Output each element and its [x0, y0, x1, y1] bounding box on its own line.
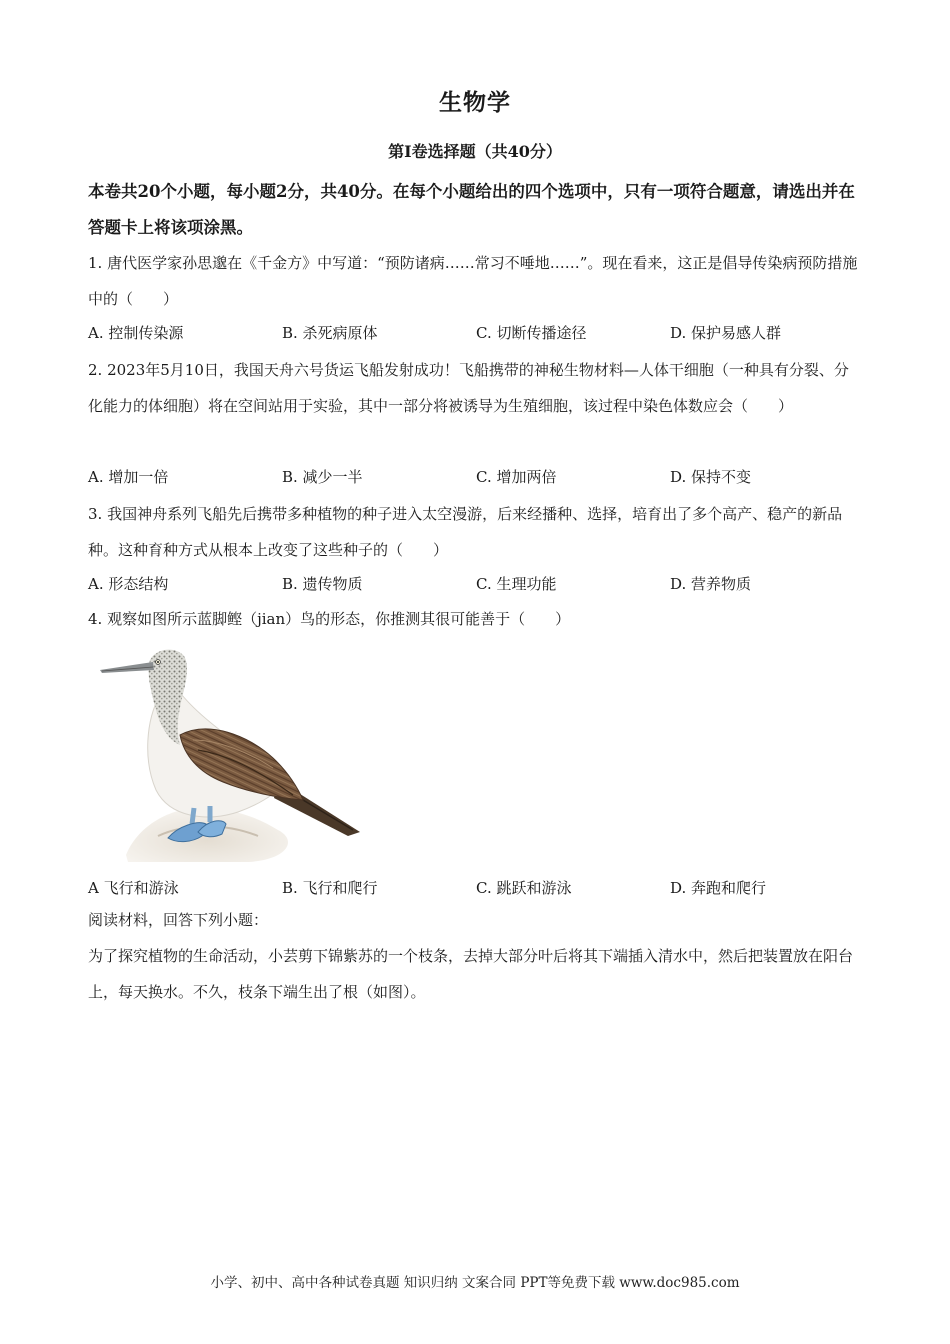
question-2-text: 2. 2023年5月10日，我国天舟六号货运飞船发射成功！飞船携带的神秘生物材料—人体干细胞（一种具有分裂、分化能力的体细胞）将在空间站用于实验，其中一部分将被诱导为生殖细胞，该过程中染色体数应会（ ）	[88, 361, 849, 415]
question-4-options	[88, 877, 860, 901]
option-b: B. 减少一半	[282, 468, 363, 486]
option-d: D. 营养物质	[670, 575, 752, 593]
option-b: B. 杀死病原体	[282, 324, 378, 342]
question-1-options	[88, 322, 860, 346]
instructions: 本卷共20个小题，每小题2分，共40分。在每个小题给出的四个选项中，只有一项符合题意，请选出并在答题卡上将该项涂黑。	[88, 182, 855, 237]
option-d: D. 保护易感人群	[670, 324, 782, 342]
option-c: C. 切断传播途径	[476, 324, 587, 342]
option-d: D. 奔跑和爬行	[670, 879, 767, 897]
reading-text: 为了探究植物的生命活动，小芸剪下锦紫苏的一个枝条，去掉大部分叶后将其下端插入清水中，然后把装置放在阳台上，每天换水。不久，枝条下端生出了根（如图）。	[88, 947, 854, 1001]
option-c: C. 跳跃和游泳	[476, 879, 572, 897]
option-a: A. 控制传染源	[88, 324, 184, 342]
option-c: C. 生理功能	[476, 575, 557, 593]
section-title: 第I卷选择题（共40分）	[388, 142, 562, 161]
option-b: B. 遗传物质	[282, 575, 363, 593]
question-3-options	[88, 573, 860, 597]
option-a: A. 增加一倍	[88, 468, 169, 486]
footer-note: 小学、初中、高中各种试卷真题 知识归纳 文案合同 PPT等免费下载 www.doc985.com	[210, 1275, 740, 1291]
question-1-text: 1. 唐代医学家孙思邈在《千金方》中写道：“预防诸病……常习不唾地……”。现在看来，这正是倡导传染病预防措施中的（ ）	[88, 254, 858, 308]
reading-intro: 阅读材料，回答下列小题：	[88, 911, 269, 929]
question-2-options	[88, 466, 860, 490]
option-c: C. 增加两倍	[476, 468, 557, 486]
blue-footed-booby-illustration	[98, 640, 368, 865]
option-d: D. 保持不变	[670, 468, 752, 486]
option-a: A 飞行和游泳	[88, 879, 179, 897]
question-3-text: 3. 我国神舟系列飞船先后携带多种植物的种子进入太空漫游，后来经播种、选择，培育出了多个高产、稳产的新品种。这种育种方式从根本上改变了这些种子的（ ）	[88, 505, 843, 559]
page-title: 生物学	[439, 89, 511, 116]
option-b: B. 飞行和爬行	[282, 879, 378, 897]
question-4-text: 4. 观察如图所示蓝脚鲣（jian）鸟的形态，你推测其很可能善于（ ）	[88, 610, 571, 628]
option-a: A. 形态结构	[88, 575, 169, 593]
